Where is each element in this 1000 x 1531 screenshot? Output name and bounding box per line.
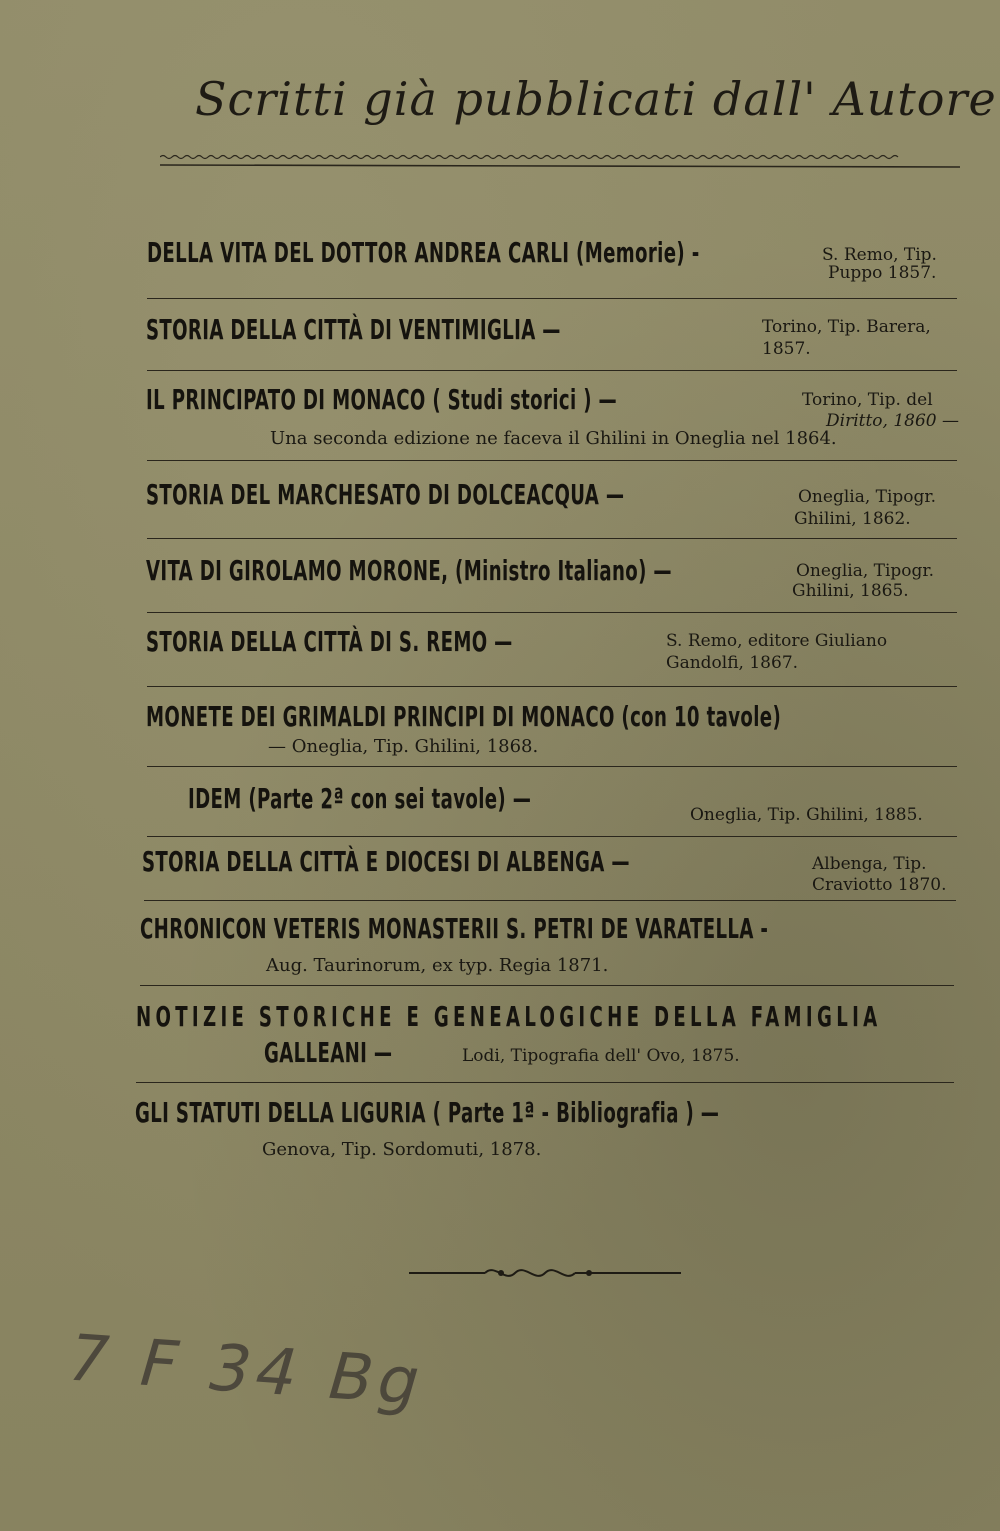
divider-rule: [144, 900, 956, 901]
divider-rule: [147, 612, 957, 613]
divider-rule: [147, 766, 957, 767]
entry-publisher: Oneglia, Tip. Ghilini, 1885.: [690, 805, 923, 825]
entry-title: CHRONICON VETERIS MONASTERII S. PETRI DE VARATELLA -: [140, 912, 769, 945]
entry-publisher: S. Remo, editore Giuliano: [666, 631, 888, 651]
divider-rule: [147, 298, 957, 299]
entry-title: STORIA DEL MARCHESATO DI DOLCEACQUA —: [146, 478, 625, 511]
entry-note: Una seconda edizione ne faceva il Ghilini in Oneglia nel 1864.: [270, 428, 837, 449]
entry-publisher: Oneglia, Tipogr.: [796, 561, 935, 581]
entry-title: DELLA VITA DEL DOTTOR ANDREA CARLI (Memorie) -: [147, 236, 700, 269]
entry-publisher: Gandolfi, 1867.: [666, 653, 799, 673]
divider-rule: [147, 370, 957, 371]
entry-publisher: S. Remo, Tip.: [822, 245, 937, 265]
entry-title: IDEM (Parte 2ª con sei tavole) —: [188, 782, 532, 815]
divider-rule: [147, 538, 957, 539]
entry-title: MONETE DEI GRIMALDI PRINCIPI DI MONACO (con 10 tavole): [146, 700, 782, 733]
flourish-ornament: [405, 1262, 685, 1284]
divider-rule: [147, 836, 957, 837]
entry-note: Genova, Tip. Sordomuti, 1878.: [262, 1139, 542, 1160]
entry-title: VITA DI GIROLAMO MORONE, (Ministro Italiano) —: [146, 554, 672, 587]
entry-title-continued: GALLEANI —: [264, 1036, 393, 1069]
entry-publisher: Torino, Tip. Barera,: [762, 317, 931, 337]
entry-title: STORIA DELLA CITTÀ E DIOCESI DI ALBENGA —: [142, 845, 630, 878]
divider-rule: [140, 985, 954, 986]
divider-rule: [147, 686, 957, 687]
page-title: Scritti già pubblicati dall' Autore: [195, 72, 997, 126]
handwritten-shelfmark: 7 F 34 Bg: [57, 1322, 436, 1420]
divider-rule: [136, 1082, 954, 1083]
entry-title: STORIA DELLA CITTÀ DI S. REMO —: [146, 625, 513, 658]
entry-publisher: Lodi, Tipografia dell' Ovo, 1875.: [462, 1046, 740, 1066]
entry-publisher: 1857.: [762, 339, 811, 359]
entry-title: GLI STATUTI DELLA LIGURIA ( Parte 1ª - Bibliografia ) —: [135, 1096, 720, 1129]
entry-publisher: Ghilini, 1865.: [792, 581, 909, 601]
entry-publisher: Puppo 1857.: [828, 263, 937, 283]
entry-publisher: Albenga, Tip.: [812, 854, 927, 874]
entry-title: NOTIZIE STORICHE E GENEALOGICHE DELLA FAMIGLIA: [136, 1000, 882, 1033]
entry-note: — Oneglia, Tip. Ghilini, 1868.: [268, 736, 539, 757]
entry-title: IL PRINCIPATO DI MONACO ( Studi storici ) —: [146, 383, 618, 416]
entry-publisher: Diritto, 1860 —: [826, 411, 960, 431]
entry-publisher: Torino, Tip. del: [802, 390, 933, 410]
entry-publisher: Oneglia, Tipogr.: [798, 487, 937, 507]
entry-publisher: Craviotto 1870.: [812, 875, 947, 895]
entry-title: STORIA DELLA CITTÀ DI VENTIMIGLIA —: [146, 313, 561, 346]
entry-note: Aug. Taurinorum, ex typ. Regia 1871.: [266, 955, 609, 976]
entry-publisher: Ghilini, 1862.: [794, 509, 911, 529]
divider-rule: [147, 460, 957, 461]
